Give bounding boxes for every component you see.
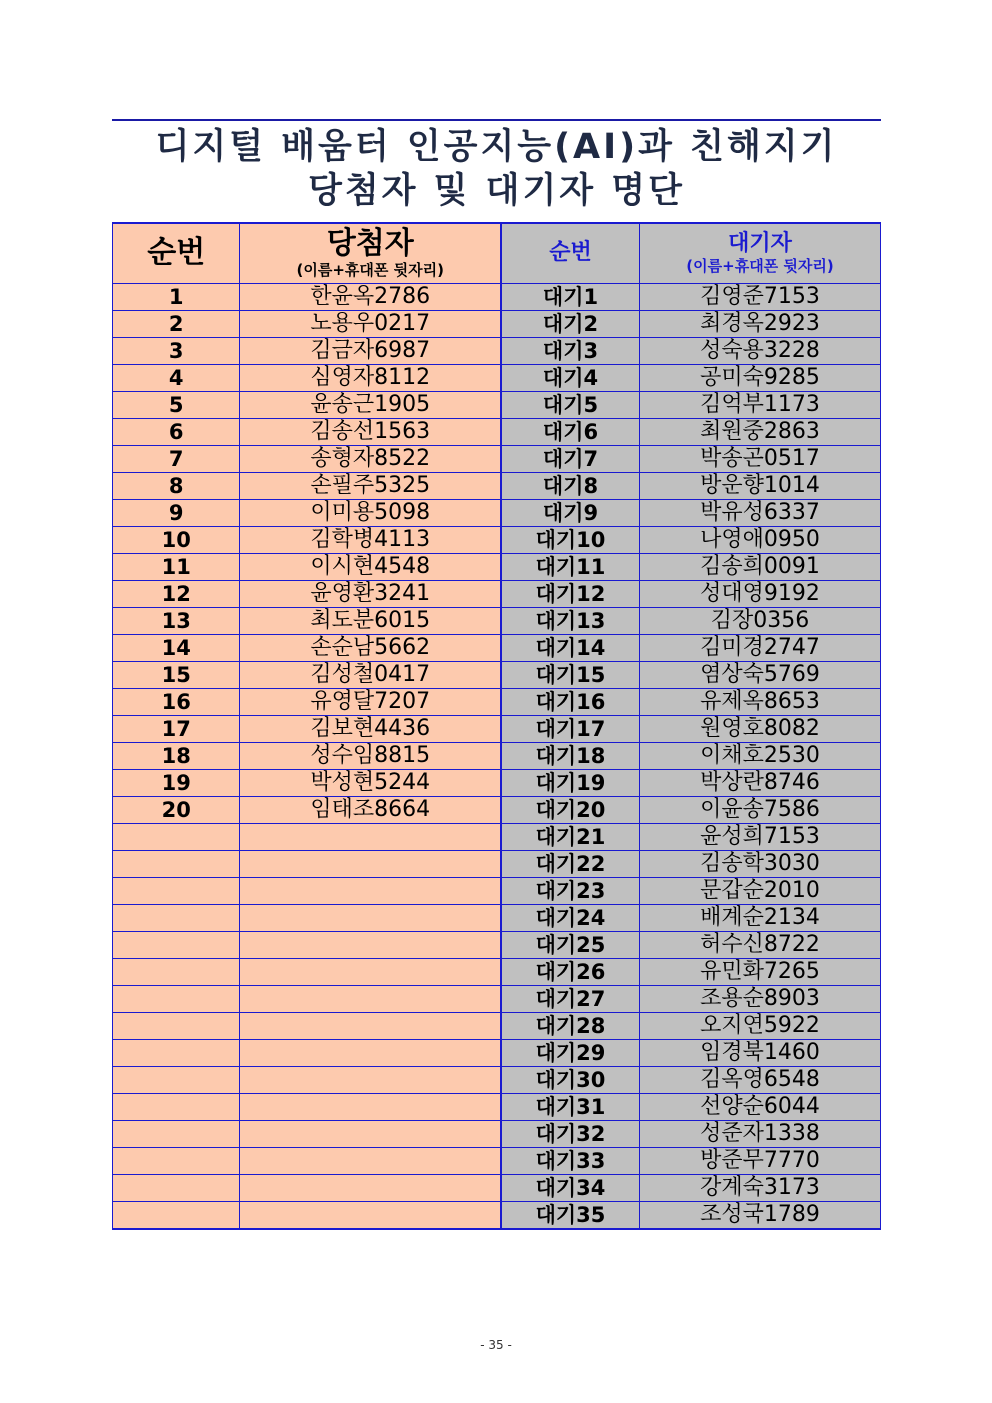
wait-number: 대기24 [501,904,640,931]
wait-number: 대기27 [501,985,640,1012]
table-row [113,445,881,472]
row-number: 14 [113,634,240,661]
row-number: 11 [113,553,240,580]
row-number [113,1039,240,1066]
winner-name: 김성철0417 [240,661,501,688]
row-number: 4 [113,364,240,391]
winner-name: 김학병4113 [240,526,501,553]
header-waiting-sub: (이름+휴대폰 뒷자리) [686,257,834,276]
table-row [113,607,881,634]
table-row [113,661,881,688]
waiting-name: 김영준7153 [640,283,881,310]
winner-name [240,985,501,1012]
wait-number: 대기28 [501,1012,640,1039]
table-row [113,985,881,1012]
waiting-name: 윤성희7153 [640,823,881,850]
winner-name: 임태조8664 [240,796,501,823]
winner-name [240,1039,501,1066]
row-number: 9 [113,499,240,526]
row-number: 8 [113,472,240,499]
header-winner [240,223,501,283]
wait-number: 대기8 [501,472,640,499]
winner-name [240,958,501,985]
row-number: 13 [113,607,240,634]
winner-name: 김금자6987 [240,337,501,364]
wait-number: 대기16 [501,688,640,715]
header-waiting [640,223,881,283]
wait-number: 대기4 [501,364,640,391]
row-number: 12 [113,580,240,607]
row-number [113,931,240,958]
row-number [113,1012,240,1039]
table-header-row [113,223,881,283]
winner-name: 박성현5244 [240,769,501,796]
waiting-name: 방운향1014 [640,472,881,499]
row-number: 16 [113,688,240,715]
waiting-name: 성대영9192 [640,580,881,607]
table-row [113,418,881,445]
table-row [113,526,881,553]
waiting-name: 성숙용3228 [640,337,881,364]
winner-name [240,1012,501,1039]
header-winner-label: 당첨자 [326,226,414,262]
waiting-name: 강계숙3173 [640,1174,881,1201]
wait-number: 대기10 [501,526,640,553]
waiting-name: 이채호2530 [640,742,881,769]
waiting-name: 김장0356 [640,607,881,634]
table-row [113,1093,881,1120]
wait-number: 대기9 [501,499,640,526]
row-number: 2 [113,310,240,337]
header-winner-sub: (이름+휴대폰 뒷자리) [296,261,444,280]
table-row [113,877,881,904]
table-row [113,634,881,661]
waiting-name: 조용순8903 [640,985,881,1012]
winner-name: 윤영환3241 [240,580,501,607]
row-number [113,1174,240,1201]
wait-number: 대기30 [501,1066,640,1093]
winner-name: 손필주5325 [240,472,501,499]
table-row [113,769,881,796]
table-row [113,337,881,364]
row-number: 3 [113,337,240,364]
row-number: 6 [113,418,240,445]
row-number [113,1147,240,1174]
winner-name: 심영자8112 [240,364,501,391]
waiting-name: 성준자1338 [640,1120,881,1147]
table-row [113,580,881,607]
wait-number: 대기7 [501,445,640,472]
wait-number: 대기33 [501,1147,640,1174]
wait-number: 대기17 [501,715,640,742]
header-no-label: 순번 [147,235,206,271]
winner-name: 이시현4548 [240,553,501,580]
winner-name [240,1066,501,1093]
waiting-name: 박송곤0517 [640,445,881,472]
wait-number: 대기26 [501,958,640,985]
waiting-name: 오지연5922 [640,1012,881,1039]
wait-number: 대기11 [501,553,640,580]
winner-name [240,904,501,931]
table-row [113,499,881,526]
winner-waitlist-table [112,222,881,1230]
row-number [113,958,240,985]
wait-number: 대기29 [501,1039,640,1066]
waiting-name: 문갑순2010 [640,877,881,904]
wait-number: 대기15 [501,661,640,688]
table-row [113,1039,881,1066]
winner-name: 김보현4436 [240,715,501,742]
winner-name [240,850,501,877]
winner-name: 김송선1563 [240,418,501,445]
table-row [113,553,881,580]
waiting-name: 선양순6044 [640,1093,881,1120]
wait-number: 대기35 [501,1201,640,1229]
row-number: 17 [113,715,240,742]
wait-number: 대기22 [501,850,640,877]
table-row [113,715,881,742]
waiting-name: 나영애0950 [640,526,881,553]
row-number [113,904,240,931]
waiting-name: 유제옥8653 [640,688,881,715]
table-row [113,364,881,391]
waiting-name: 김미경2747 [640,634,881,661]
wait-number: 대기3 [501,337,640,364]
row-number: 7 [113,445,240,472]
table-row [113,958,881,985]
waiting-name: 최원중2863 [640,418,881,445]
wait-number: 대기34 [501,1174,640,1201]
table-row [113,688,881,715]
table-row [113,472,881,499]
table-row [113,823,881,850]
winner-name: 성수임8815 [240,742,501,769]
table-row [113,391,881,418]
waiting-name: 유민화7265 [640,958,881,985]
wait-number: 대기20 [501,796,640,823]
winner-name: 유영달7207 [240,688,501,715]
winner-name [240,1147,501,1174]
wait-number: 대기18 [501,742,640,769]
wait-number: 대기6 [501,418,640,445]
table-row [113,1174,881,1201]
header-wait-no-label: 순번 [549,240,592,266]
waiting-name: 공미숙9285 [640,364,881,391]
winner-name [240,1174,501,1201]
table-row [113,1147,881,1174]
wait-number: 대기25 [501,931,640,958]
table-row [113,850,881,877]
wait-number: 대기32 [501,1120,640,1147]
wait-number: 대기12 [501,580,640,607]
header-no [113,223,240,283]
waiting-name: 이윤송7586 [640,796,881,823]
waiting-name: 원영호8082 [640,715,881,742]
winner-name [240,1093,501,1120]
waiting-name: 임경북1460 [640,1039,881,1066]
waiting-name: 최경옥2923 [640,310,881,337]
table-row [113,931,881,958]
winner-name [240,931,501,958]
waiting-name: 조성국1789 [640,1201,881,1229]
wait-number: 대기19 [501,769,640,796]
winner-name: 이미용5098 [240,499,501,526]
title-line-2: 당첨자 및 대기자 명단 [308,171,685,211]
row-number: 18 [113,742,240,769]
waiting-name: 김억부1173 [640,391,881,418]
title-line-1: 디지털 배움터 인공지능(AI)과 친해지기 [155,127,838,167]
wait-number: 대기13 [501,607,640,634]
table-row [113,796,881,823]
row-number [113,985,240,1012]
wait-number: 대기1 [501,283,640,310]
table-row [113,1066,881,1093]
row-number [113,823,240,850]
page-number: - 35 - [480,1338,512,1352]
wait-number: 대기14 [501,634,640,661]
table-row [113,1120,881,1147]
winner-name: 한윤옥2786 [240,283,501,310]
document-title [112,119,881,213]
row-number [113,1093,240,1120]
row-number [113,1066,240,1093]
table-row [113,742,881,769]
header-wait-no [501,223,640,283]
winner-name [240,877,501,904]
waiting-name: 방준무7770 [640,1147,881,1174]
row-number [113,877,240,904]
winner-name: 윤송근1905 [240,391,501,418]
row-number: 10 [113,526,240,553]
wait-number: 대기23 [501,877,640,904]
winner-name [240,823,501,850]
header-waiting-label: 대기자 [728,231,792,257]
table-row [113,283,881,310]
winner-name: 최도분6015 [240,607,501,634]
waiting-name: 염상숙5769 [640,661,881,688]
wait-number: 대기31 [501,1093,640,1120]
waiting-name: 김송학3030 [640,850,881,877]
waiting-name: 박상란8746 [640,769,881,796]
row-number [113,850,240,877]
waiting-name: 김옥영6548 [640,1066,881,1093]
winner-name: 손순남5662 [240,634,501,661]
table-row [113,1012,881,1039]
table-row [113,310,881,337]
waiting-name: 배계순2134 [640,904,881,931]
waiting-name: 박유성6337 [640,499,881,526]
row-number: 15 [113,661,240,688]
wait-number: 대기2 [501,310,640,337]
waiting-name: 허수신8722 [640,931,881,958]
row-number: 20 [113,796,240,823]
table-row [113,1201,881,1229]
wait-number: 대기5 [501,391,640,418]
wait-number: 대기21 [501,823,640,850]
waiting-name: 김송희0091 [640,553,881,580]
table-row [113,904,881,931]
winner-name: 노용우0217 [240,310,501,337]
winner-name [240,1201,501,1229]
winner-name [240,1120,501,1147]
row-number [113,1201,240,1229]
row-number: 1 [113,283,240,310]
row-number [113,1120,240,1147]
row-number: 19 [113,769,240,796]
winner-name: 송형자8522 [240,445,501,472]
row-number: 5 [113,391,240,418]
